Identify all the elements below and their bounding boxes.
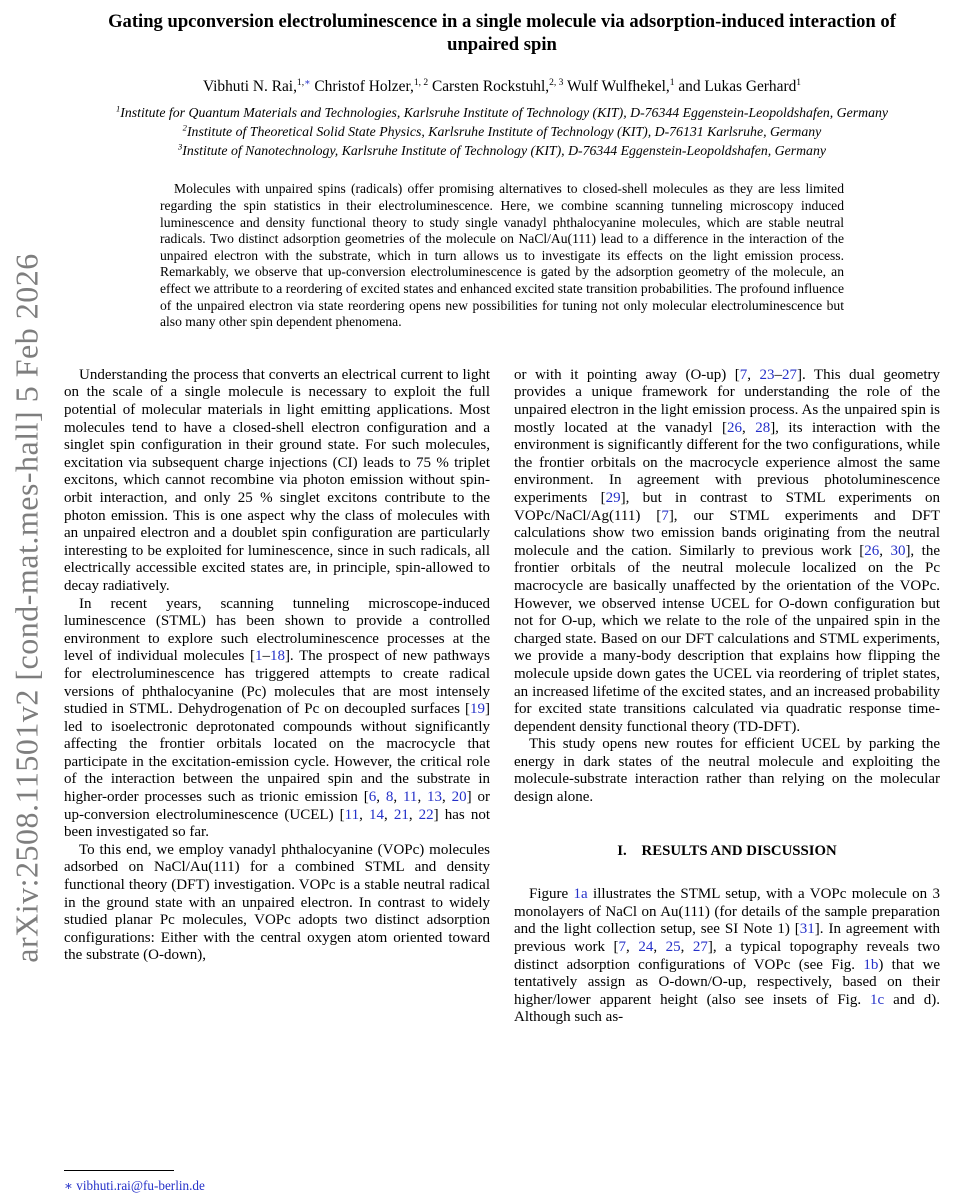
- text-run: To this end, we employ vanadyl phthalocyanine (VOPc) molecules adsorbed on NaCl/Au(111) for a combined STML and density functional theory (DFT) investigation. VOPc is a stable neutral radical in the ground state with an unpaired electron. In contrast to widely studied planar Pc molecules, VOPc adopts two distinct adsorption configurations: Either with the central oxygen atom oriented toward the substrate (O-down),: [64, 841, 490, 964]
- citation-link[interactable]: 14: [368, 806, 384, 823]
- citation-link[interactable]: 11: [344, 806, 360, 823]
- text-run: 2, 3: [549, 77, 564, 89]
- author-line: [64, 78, 940, 96]
- affiliation-index: 2: [182, 122, 187, 133]
- affiliation: [64, 122, 940, 141]
- text-run: ] led to isoelectronic deprotonated compounds without significantly affecting the frontier orbitals located on the macrocycle that participate in the excitation-emission cycle. However, the critical role of the interaction between the unpaired spin and the substrate in higher-order processes such as trionic emission [: [64, 701, 490, 806]
- text-run: illustrates the STML setup, with a VOPc molecule on 3 monolayers of NaCl on Au(111) (for details of the sample preparation and the light collection setup, see SI Note 1) [: [514, 886, 940, 938]
- affiliations: [64, 103, 940, 160]
- text-run: 1: [669, 77, 675, 89]
- text-run: and d). Although such as-: [514, 991, 940, 1026]
- citation-link[interactable]: 27: [781, 366, 797, 383]
- text-run: ], the frontier orbitals of the neutral molecule localized on the Pc macrocycle are basically unaffected by the orientation of the VOPc. However, we observed intense UCEL for O-down configuration but not for O-up, which we relate to the role of the unpaired spin in the charged state. Based on our DFT calculations and STML experiments, we provide a many-body description that explains how flipping the molecule upside down gates the UCEL via reordering of triplet states, an increased lifetime of the excited states, and an increased probability for excited state transitions calculated via quadratic response time-dependent density functional theory (TD-DFT).: [514, 542, 940, 735]
- text-run: ,: [741, 419, 756, 436]
- left-column: [64, 367, 490, 1027]
- affiliation: [64, 103, 940, 122]
- body-paragraph: [514, 367, 940, 736]
- citation-link[interactable]: 21: [393, 806, 409, 823]
- text-run: ]. The prospect of new pathways for electroluminescence has triggered attempts to create radical versions of phthalocyanine (Pc) molecules that are most intensely studied in STML. Dehydrogenation of Pc on decoupled surfaces [: [64, 648, 491, 718]
- text-run: 1: [796, 77, 802, 89]
- citation-link[interactable]: 1c: [870, 991, 885, 1008]
- citation-link[interactable]: 7: [618, 939, 627, 956]
- body-paragraph: [64, 367, 490, 596]
- text-run: ,: [383, 806, 394, 823]
- paper-content: [64, 0, 940, 1027]
- text-run: ,: [680, 939, 693, 956]
- text-run: and Lukas Gerhard: [674, 78, 797, 96]
- text-run: Christof Holzer,: [310, 78, 414, 96]
- citation-link[interactable]: 22: [418, 806, 434, 823]
- citation-link[interactable]: 7: [661, 507, 669, 524]
- citation-link[interactable]: 29: [605, 489, 621, 506]
- text-run: –: [774, 366, 782, 383]
- citation-link[interactable]: 1a: [573, 886, 588, 903]
- text-run: Understanding the process that converts an electrical current to light on the scale of a single molecule is necessary to exploit the full potential of molecular materials in light emitting applications. Most molecules tend to have a closed-shell electron configuration and a singlet spin configuration in their ground state. For such molecules, excitation via subsequent charge injections (CI) leads to 75 % triplet excitons, which cannot recombine via photon emission without spin-orbit interaction, and only 25 % singlet excitons contribute to the photon emission. This is one aspect why the class of molecules with an unpaired electron and a doublet spin configuration are particularly interesting to be exploited for luminescence, since in such radicals, all electrically accessible excited states are, in principle, spin-allowed to decay radiatively.: [64, 366, 490, 594]
- text-run: Figure: [529, 886, 574, 903]
- body-columns: [64, 367, 940, 1027]
- text-run: or with it pointing away (O-up) [: [514, 366, 740, 383]
- text-run: ,: [879, 542, 891, 559]
- citation-link[interactable]: 13: [427, 789, 443, 806]
- text-run: ,: [417, 789, 428, 806]
- affiliation-text: Institute for Quantum Materials and Technologies, Karlsruhe Institute of Technology (KIT), D-76344 Eggenstein-Leopoldshafen, Germany: [120, 105, 888, 121]
- citation-link[interactable]: 30: [890, 542, 906, 559]
- text-run: ] or up-conversion electroluminescence (UCEL) [: [64, 789, 491, 823]
- body-paragraph: [64, 596, 490, 842]
- affiliation-text: Institute of Theoretical Solid State Physics, Karlsruhe Institute of Technology (KIT), D-76131 Karlsruhe, Germany: [186, 124, 822, 140]
- text-run: In recent years, scanning tunneling microscope-induced luminescence (STML) has been shown to provide a controlled environment to explore such electroluminescence processes at the level of individual molecules [: [64, 595, 490, 665]
- footnote-email-line: [64, 1178, 205, 1194]
- citation-link[interactable]: 27: [692, 939, 708, 956]
- text-run: ] has not been investigated so far.: [64, 806, 490, 841]
- text-run: ]. This dual geometry provides a unique framework for understanding the role of the unpaired electron in the light emission process. As the unpaired spin is mostly located at the vanadyl [: [514, 366, 940, 436]
- text-run: ,: [359, 806, 369, 823]
- citation-link[interactable]: 20: [451, 789, 467, 806]
- text-run: 1, 2: [413, 77, 429, 89]
- citation-link[interactable]: 26: [726, 419, 742, 436]
- email-link[interactable]: vibhuti.rai@fu-berlin.de: [76, 1178, 205, 1193]
- citation-link[interactable]: 28: [755, 419, 771, 436]
- citation-link[interactable]: 1b: [863, 956, 879, 973]
- section-heading: I. RESULTS AND DISCUSSION: [617, 842, 837, 859]
- citation-link[interactable]: 31: [799, 921, 815, 938]
- paper-title: Gating upconversion electroluminescence in a single molecule via adsorption-induced interaction of unpaired spin: [108, 11, 896, 56]
- abstract: Molecules with unpaired spins (radicals) offer promising alternatives to closed-shell molecules as they are less limited regarding the spin statistics in their electroluminescence. Here, we combine scanning tunneling microscopy induced luminescence and density functional theory to study single vanadyl phthalocyanine molecules, which are stable neutral radicals. Two distinct adsorption geometries of the molecule on NaCl/Au(111) lead to a difference in the interaction of the unpaired electron with the substrate, which in turn allows us to investigate its effects on the light emission process. Remarkably, we observe that up-conversion electroluminescence is gated by the adsorption geometry of the molecule, an effect we attribute to a reordering of excited states and enhanced excited state transition probabilities. The profound influence of the unpaired electron via state reordering opens new possibilities for tuning not only molecular electroluminescence but also many other spin dependent phenomena.: [160, 181, 844, 330]
- citation-link[interactable]: 6: [368, 789, 377, 806]
- arxiv-watermark: arXiv:2508.11501v2 [cond-mat.mes-hall] 5 Feb 2026: [8, 253, 45, 963]
- text-run: ,: [376, 789, 386, 806]
- text-run: ], a typical topography reveals two distinct adsorption configurations of VOPc (see Fig.: [514, 939, 941, 973]
- text-run: ], our STML experiments and DFT calculations show two emission bands originating from the neutral molecule and the cation. Similarly to previous work [: [514, 507, 940, 559]
- right-column: [514, 367, 940, 1027]
- citation-link[interactable]: 18: [269, 648, 285, 665]
- body-paragraph: [514, 886, 940, 1027]
- citation-link[interactable]: 1: [254, 648, 263, 665]
- body-paragraph: [64, 842, 490, 965]
- footnote: [64, 1170, 205, 1194]
- citation-link[interactable]: 25: [665, 939, 681, 956]
- affiliation-index: 3: [178, 141, 183, 152]
- body-paragraph: [514, 736, 940, 806]
- text-run: ) that we tentatively assign as O-down/O-up, respectively, based on their higher/lower apparent height (also see insets of Fig.: [514, 956, 940, 1008]
- text-run: ], but in contrast to STML experiments on VOPc/NaCl/Ag(111) [: [514, 489, 940, 524]
- text-run: ], its interaction with the environment is significantly different for the two configurations, while the frontier orbitals on the macrocycle experience almost the same environment. In agreement with previous photoluminescence experiments [: [514, 419, 940, 506]
- text-run: Vibhuti N. Rai,: [202, 78, 297, 96]
- text-run: ]. In agreement with previous work [: [514, 921, 940, 956]
- citation-link[interactable]: 26: [864, 542, 880, 559]
- text-run: This study opens new routes for efficient UCEL by parking the energy in dark states of the neutral molecule and exploiting the molecule-substrate interaction rather than relying on the molecular design alone.: [514, 736, 940, 806]
- text-run: Carsten Rockstuhl,: [428, 78, 550, 96]
- affiliation: [64, 141, 940, 160]
- footnote-marker-link[interactable]: ∗: [304, 77, 311, 89]
- footnote-marker-link[interactable]: ∗: [64, 1178, 73, 1193]
- text-run: 1,: [296, 77, 305, 89]
- text-run: ,: [747, 366, 760, 383]
- text-run: –: [262, 648, 270, 665]
- citation-link[interactable]: 23: [759, 366, 775, 383]
- text-run: ,: [626, 939, 639, 956]
- text-run: ,: [408, 806, 419, 823]
- footnote-rule: [64, 1170, 174, 1171]
- citation-link[interactable]: 19: [470, 701, 485, 718]
- affiliation-index: 1: [115, 103, 121, 114]
- text-run: ,: [393, 789, 403, 806]
- citation-link[interactable]: 11: [402, 789, 418, 806]
- text-run: Wulf Wulfhekel,: [563, 78, 670, 96]
- citation-link[interactable]: 24: [638, 939, 654, 956]
- citation-link[interactable]: 7: [739, 366, 748, 383]
- affiliation-text: Institute of Nanotechnology, Karlsruhe Institute of Technology (KIT), D-76344 Eggenstein-Leopoldshafen, Germany: [182, 143, 826, 159]
- text-run: ,: [442, 789, 452, 806]
- citation-link[interactable]: 8: [385, 789, 394, 806]
- text-run: ,: [653, 939, 666, 956]
